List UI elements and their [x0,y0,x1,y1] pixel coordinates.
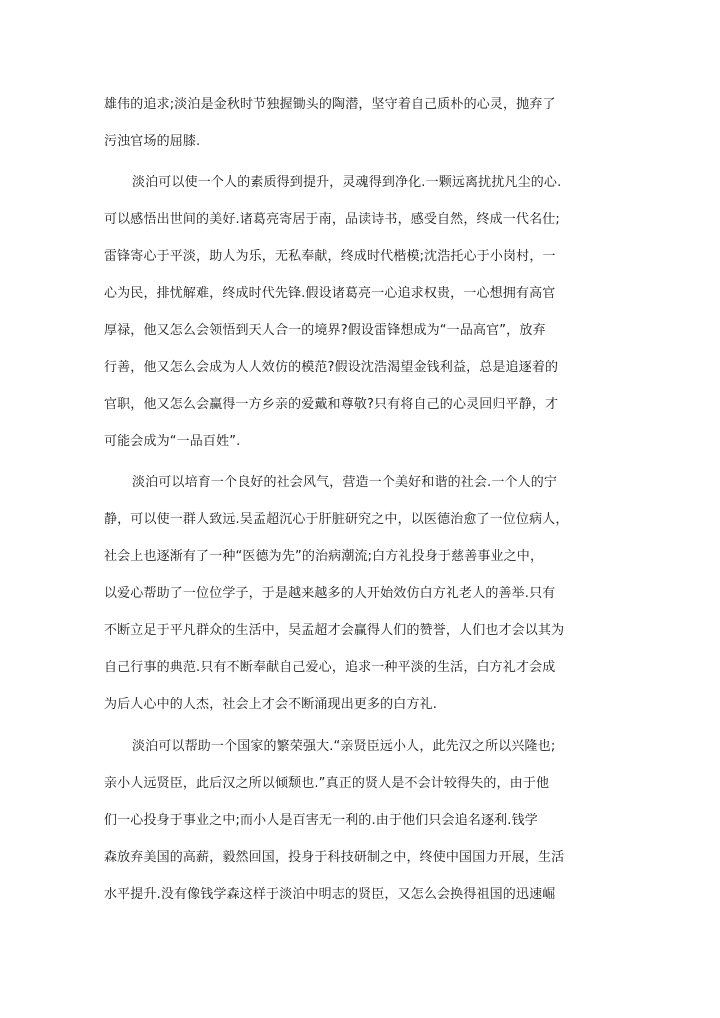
text-line: 雄伟的追求;淡泊是金秋时节独握锄头的陶潜，坚守着自己质朴的心灵，抛弃了 [104,97,556,112]
text-line: 自己行事的典范.只有不断奉献自己爱心，追求一种平淡的生活，白方礼才会成 [104,660,556,675]
text-line: 水平提升.没有像钱学森这样于淡泊中明志的贤臣，又怎么会换得祖国的迅速崛 [104,887,556,902]
text-line: 森放弃美国的高薪，毅然回国，投身于科技研制之中，终使中国国力开展，生活 [104,850,565,865]
text-line: 亲小人远贤臣，此后汉之所以倾颓也.”真正的贤人是不会计较得失的，由于他 [104,776,550,791]
text-line: 可能会成为“一品百姓”. [104,434,241,449]
text-line: 官职，他又怎么会赢得一方乡亲的爱戴和尊敬?只有将自己的心灵回归平静，才 [104,397,559,412]
text-line: 行善，他又怎么会成为人人效仿的模范?假设沈浩渴望金钱利益，总是追逐着的 [104,360,559,375]
text-line: 不断立足于平凡群众的生活中，吴孟超才会赢得人们的赞誉，人们也才会以其为 [104,623,565,638]
paragraph-start-line: 淡泊可以使一个人的素质得到提升，灵魂得到净化.一颗远离扰扰凡尘的心. [132,175,562,190]
paragraph-start-line: 淡泊可以培育一个良好的社会风气，营造一个美好和谐的社会.一个人的宁 [132,475,558,490]
text-line: 们一心投身于事业之中;而小人是百害无一利的.由于他们只会追名逐利.钱学 [104,813,538,828]
text-line: 厚禄，他又怎么会领悟到天人合一的境界?假设雷锋想成为“一品高官”，放弃 [104,323,546,338]
text-line: 心为民，排忧解难，终成时代先锋.假设诸葛亮一心追求权贵，一心想拥有高官 [104,286,556,301]
text-line: 污浊官场的屈膝. [104,134,201,149]
text-line: 可以感悟出世间的美好.诸葛亮寄居于南，品读诗书，感受自然，终成一代名仕; [104,212,560,227]
text-line: 社会上也逐渐有了一种“医德为先”的治病潮流;白方礼投身于慈善事业之中， [104,549,544,564]
paragraph-start-line: 淡泊可以帮助一个国家的繁荣强大.“亲贤臣远小人，此先汉之所以兴隆也; [132,739,556,754]
text-line: 以爱心帮助了一位位学子，于是越来越多的人开始效仿白方礼老人的善举.只有 [104,586,556,601]
text-line: 静，可以使一群人致远.吴孟超沉心于肝脏研究之中，以医德治愈了一位位病人， [104,512,569,527]
text-line: 雷锋寄心于平淡，助人为乐，无私奉献，终成时代楷模;沈浩托心于小岗村，一 [104,249,556,264]
text-line: 为后人心中的人杰，社会上才会不断涌现出更多的白方礼. [104,697,438,712]
